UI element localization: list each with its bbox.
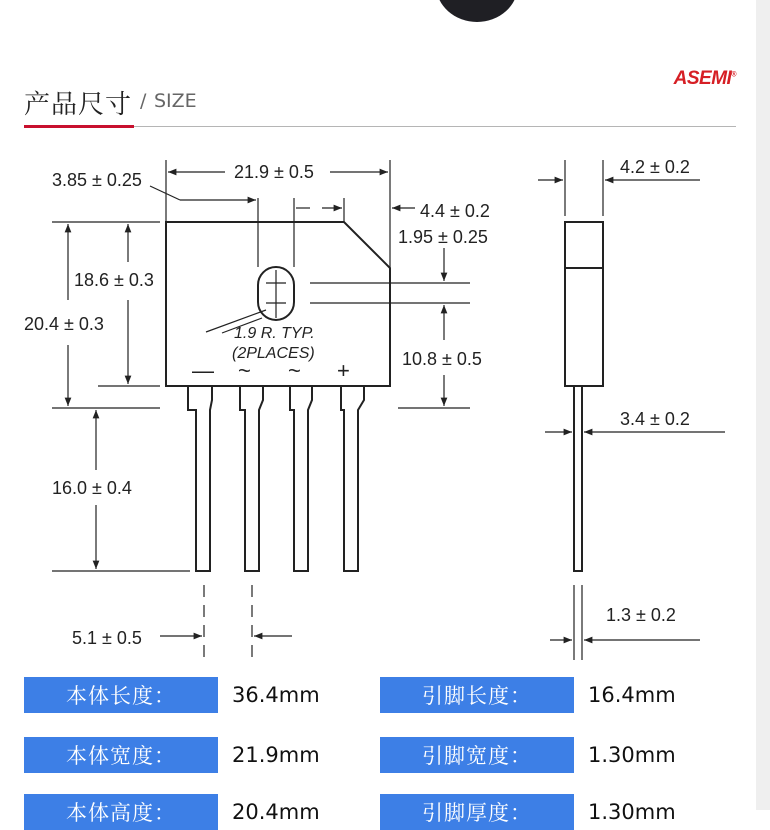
spec-value: 16.4mm [588, 683, 676, 707]
spec-label: 本体长度： [24, 677, 218, 713]
spec-value: 36.4mm [232, 683, 320, 707]
spec-lead-width [380, 737, 676, 773]
spec-label: 引脚长度： [380, 677, 574, 713]
spec-value: 20.4mm [232, 800, 320, 824]
pin-symbol-ac2: ~ [288, 358, 301, 383]
spec-lead-length [380, 677, 676, 713]
pin-symbol-minus: — [192, 358, 214, 383]
brand-logo: ASEMI® [673, 68, 736, 89]
side-lead [574, 386, 582, 571]
nav-circle-button[interactable] [436, 0, 518, 22]
dim-side-lead-pos: 3.4 ± 0.2 [620, 409, 690, 429]
section-subtitle: SIZE [154, 90, 197, 112]
dim-hole-offset: 4.4 ± 0.2 [420, 201, 490, 221]
dim-width-top: 21.9 ± 0.5 [234, 162, 314, 182]
dim-lead-thickness: 1.3 ± 0.2 [606, 605, 676, 625]
lead-3 [290, 386, 312, 571]
dim-left-offset: 3.85 ± 0.25 [52, 170, 142, 190]
dim-lead-length: 16.0 ± 0.4 [52, 478, 132, 498]
pin-symbol-plus: + [337, 358, 350, 383]
lead-4 [341, 386, 364, 571]
spec-label: 本体高度： [24, 794, 218, 830]
hole-note-line1: 1.9 R. TYP. [234, 325, 315, 342]
spec-body-length [24, 677, 320, 713]
side-body [565, 222, 603, 386]
spec-body-width [24, 737, 320, 773]
pin-symbol-ac1: ~ [238, 358, 251, 383]
dim-pitch: 5.1 ± 0.5 [72, 628, 142, 648]
hole-note-line2: (2PLACES) [232, 345, 315, 362]
dimension-drawing [0, 140, 760, 670]
spec-value: 21.9mm [232, 743, 320, 767]
section-title: 产品尺寸 [24, 90, 133, 120]
dim-chamfer: 1.95 ± 0.25 [398, 227, 488, 247]
dim-body-lower: 10.8 ± 0.5 [402, 349, 482, 369]
section-header [24, 68, 736, 130]
spec-label: 引脚厚度： [380, 794, 574, 830]
spec-body-height [24, 794, 320, 830]
lead-2 [240, 386, 263, 571]
dim-height-inner: 18.6 ± 0.3 [74, 270, 154, 290]
dim-side-thickness: 4.2 ± 0.2 [620, 157, 690, 177]
dim-height-body: 20.4 ± 0.3 [24, 314, 104, 334]
header-accent-bar [24, 125, 134, 128]
spec-value: 1.30mm [588, 800, 676, 824]
lead-1 [188, 386, 212, 571]
spec-value: 1.30mm [588, 743, 676, 767]
title-separator: / [140, 90, 147, 112]
spec-label: 本体宽度： [24, 737, 218, 773]
spec-label: 引脚宽度： [380, 737, 574, 773]
spec-lead-thickness [380, 794, 676, 830]
